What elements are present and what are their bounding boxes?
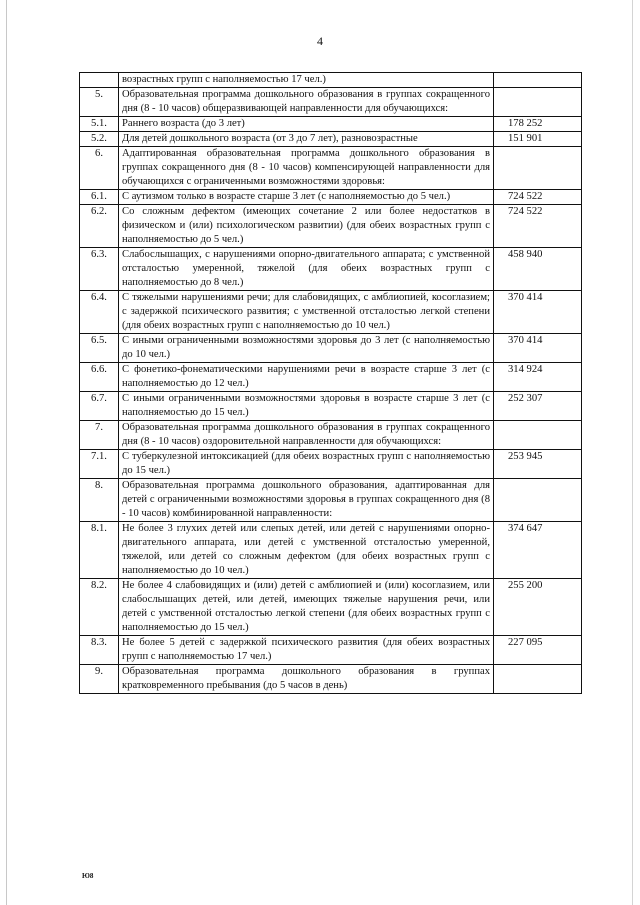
table-row bbox=[80, 522, 582, 579]
row-number: 6.7. bbox=[80, 392, 119, 421]
row-value: 255 200 bbox=[494, 579, 582, 636]
row-number: 5.1. bbox=[80, 117, 119, 132]
row-description: возрастных групп с наполняемостью 17 чел.) bbox=[119, 73, 494, 88]
row-number: 5. bbox=[80, 88, 119, 117]
row-number: 7.1. bbox=[80, 450, 119, 479]
row-value: 151 901 bbox=[494, 132, 582, 147]
row-value bbox=[494, 147, 582, 190]
row-value: 227 095 bbox=[494, 636, 582, 665]
row-value: 370 414 bbox=[494, 334, 582, 363]
row-number: 5.2. bbox=[80, 132, 119, 147]
row-description: Образовательная программа дошкольного образования в группах сокращенного дня (8 - 10 часов) общеразвивающей направленности для обучающихся: bbox=[119, 88, 494, 117]
row-value: 370 414 bbox=[494, 291, 582, 334]
row-value bbox=[494, 479, 582, 522]
table-row bbox=[80, 665, 582, 694]
row-description: С тяжелыми нарушениями речи; для слабовидящих, с амблиопией, косоглазием; с задержкой психического развития; с умственной отсталостью легкой степени (для обеих возрастных групп с наполняемостью до 10 чел.) bbox=[119, 291, 494, 334]
row-description: Не более 3 глухих детей или слепых детей, или детей с нарушениями опорно-двигательного аппарата, или детей с умственной отсталостью умеренной, тяжелой, или детей со сложным дефектом (для обеих возрастных групп с наполняемостью до 10 чел.) bbox=[119, 522, 494, 579]
row-value: 178 252 bbox=[494, 117, 582, 132]
row-value bbox=[494, 73, 582, 88]
row-description: С аутизмом только в возрасте старше 3 лет (с наполняемостью до 5 чел.) bbox=[119, 190, 494, 205]
row-value: 724 522 bbox=[494, 205, 582, 248]
row-number: 8.1. bbox=[80, 522, 119, 579]
row-value bbox=[494, 421, 582, 450]
page-right-edge bbox=[632, 0, 633, 905]
row-value bbox=[494, 665, 582, 694]
table-row bbox=[80, 636, 582, 665]
row-number: 6.1. bbox=[80, 190, 119, 205]
row-description: С фонетико-фонематическими нарушениями речи в возрасте старше 3 лет (с наполняемостью до 12 чел.) bbox=[119, 363, 494, 392]
row-description: Со сложным дефектом (имеющих сочетание 2 или более недостатков в физическом и (или) психологическом развитии) (для обеих возрастных групп с наполняемостью до 5 чел.) bbox=[119, 205, 494, 248]
row-value: 374 647 bbox=[494, 522, 582, 579]
row-number bbox=[80, 73, 119, 88]
row-description: С туберкулезной интоксикацией (для обеих возрастных групп с наполняемостью до 15 чел.) bbox=[119, 450, 494, 479]
row-number: 6.5. bbox=[80, 334, 119, 363]
row-description: Для детей дошкольного возраста (от 3 до 7 лет), разновозрастные bbox=[119, 132, 494, 147]
table-row bbox=[80, 450, 582, 479]
tariff-table bbox=[79, 72, 582, 694]
footer-mark: Ю8 bbox=[82, 872, 94, 880]
table-row bbox=[80, 147, 582, 190]
table-row bbox=[80, 248, 582, 291]
table-row bbox=[80, 291, 582, 334]
row-description: Раннего возраста (до 3 лет) bbox=[119, 117, 494, 132]
row-number: 6.6. bbox=[80, 363, 119, 392]
row-value: 724 522 bbox=[494, 190, 582, 205]
page-left-edge bbox=[6, 0, 7, 905]
table-row bbox=[80, 190, 582, 205]
table-row bbox=[80, 117, 582, 132]
page-number: 4 bbox=[317, 34, 323, 48]
row-value: 252 307 bbox=[494, 392, 582, 421]
row-description: Образовательная программа дошкольного образования в группах сокращенного дня (8 - 10 часов) оздоровительной направленности для обучающихся: bbox=[119, 421, 494, 450]
row-description: С иными ограниченными возможностями здоровья до 3 лет (с наполняемостью до 10 чел.) bbox=[119, 334, 494, 363]
row-value bbox=[494, 88, 582, 117]
row-description: Не более 4 слабовидящих и (или) детей с амблиопией и (или) косоглазием, или слабослышащих детей, или детей, имеющих тяжелые нарушения речи, или детей с умственной отсталостью легкой степени (для обеих возрастных групп с наполняемостью до 15 чел.) bbox=[119, 579, 494, 636]
row-number: 6. bbox=[80, 147, 119, 190]
row-value: 458 940 bbox=[494, 248, 582, 291]
row-number: 8.2. bbox=[80, 579, 119, 636]
row-description: Слабослышащих, с нарушениями опорно-двигательного аппарата; с умственной отсталостью умеренной, тяжелой (для обеих возрастных групп с наполняемостью до 8 чел.) bbox=[119, 248, 494, 291]
table-row bbox=[80, 579, 582, 636]
row-description: Адаптированная образовательная программа дошкольного образования в группах сокращенного дня (8 - 10 часов) компенсирующей направленности для обучающихся с ограниченными возможностями здоровья: bbox=[119, 147, 494, 190]
table-row bbox=[80, 334, 582, 363]
table-row bbox=[80, 392, 582, 421]
table-row bbox=[80, 132, 582, 147]
row-value: 314 924 bbox=[494, 363, 582, 392]
row-number: 7. bbox=[80, 421, 119, 450]
table-row bbox=[80, 479, 582, 522]
row-description: Образовательная программа дошкольного образования в группах кратковременного пребывания (до 5 часов в день) bbox=[119, 665, 494, 694]
row-number: 8. bbox=[80, 479, 119, 522]
table-row bbox=[80, 421, 582, 450]
table-row bbox=[80, 88, 582, 117]
row-number: 8.3. bbox=[80, 636, 119, 665]
table-row bbox=[80, 205, 582, 248]
row-value: 253 945 bbox=[494, 450, 582, 479]
row-description: Образовательная программа дошкольного образования, адаптированная для детей с ограниченными возможностями здоровья в группах сокращенного дня (8 - 10 часов) комбинированной направленности: bbox=[119, 479, 494, 522]
table-row bbox=[80, 73, 582, 88]
row-number: 9. bbox=[80, 665, 119, 694]
row-description: С иными ограниченными возможностями здоровья в возрасте старше 3 лет (с наполняемостью до 15 чел.) bbox=[119, 392, 494, 421]
row-number: 6.4. bbox=[80, 291, 119, 334]
row-number: 6.2. bbox=[80, 205, 119, 248]
row-description: Не более 5 детей с задержкой психического развития (для обеих возрастных групп с наполняемостью 17 чел.) bbox=[119, 636, 494, 665]
table-row bbox=[80, 363, 582, 392]
table-body bbox=[80, 73, 582, 694]
row-number: 6.3. bbox=[80, 248, 119, 291]
